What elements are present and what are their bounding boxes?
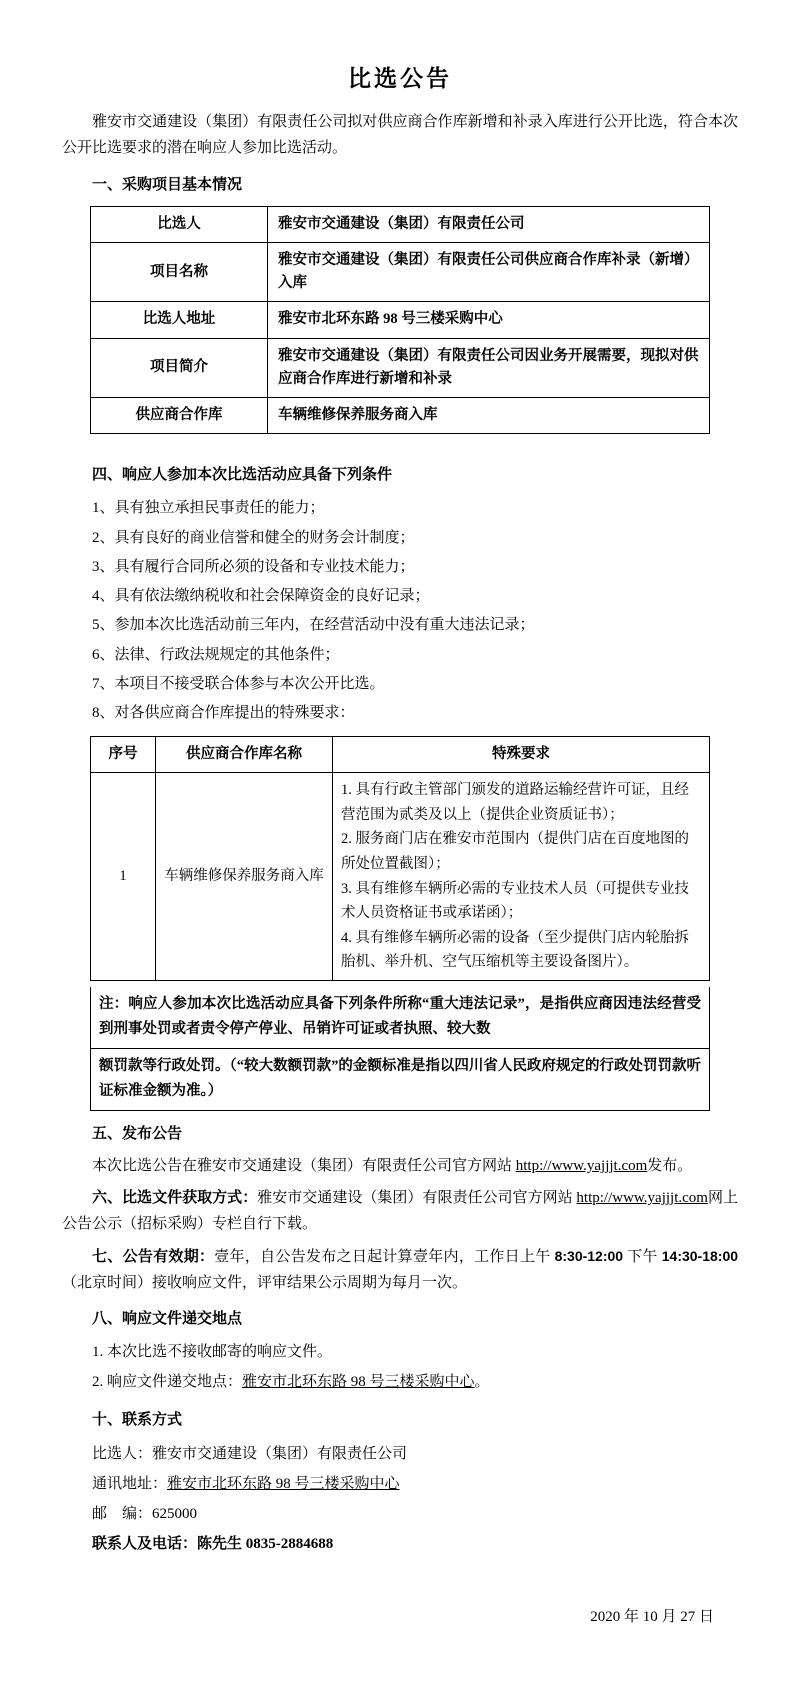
section-heading-5: 五、发布公告 xyxy=(92,1125,183,1142)
section8-item2-pre: 2. 响应文件递交地点： xyxy=(92,1373,243,1390)
info-label: 比选人 xyxy=(91,206,268,242)
condition-item: 8、对各供应商合作库提出的特殊要求： xyxy=(92,705,355,722)
condition-item: 3、具有履行合同所必须的设备和专业技术能力； xyxy=(92,558,415,575)
info-label: 比选人地址 xyxy=(91,302,268,338)
section6-text-post: 网上公告公示（招标采购）专栏自行下载。 xyxy=(62,1190,738,1233)
section-heading-7: 七、公告有效期： xyxy=(92,1248,215,1265)
section8-item-2 xyxy=(62,1368,738,1397)
table-row xyxy=(91,206,710,242)
contact-bidder xyxy=(62,1439,738,1469)
special-requirements-table xyxy=(90,736,710,981)
condition-item: 2、具有良好的商业信誉和健全的财务会计制度； xyxy=(92,529,415,546)
column-header-no: 序号 xyxy=(91,737,156,773)
row-number: 1 xyxy=(91,772,156,980)
contact-address-label: 通讯地址： xyxy=(92,1476,168,1493)
info-value: 车辆维修保养服务商入库 xyxy=(268,397,710,433)
contact-address xyxy=(62,1469,738,1499)
section5-text-pre: 本次比选公告在雅安市交通建设（集团）有限责任公司官方网站 xyxy=(92,1157,513,1174)
column-header-name: 供应商合作库名称 xyxy=(156,737,333,773)
website-link-1[interactable]: http://www.yajjjt.com xyxy=(515,1157,648,1174)
section8-item2-post: 。 xyxy=(474,1373,490,1390)
info-label: 供应商合作库 xyxy=(91,397,268,433)
requirement-line: 3. 具有维修车辆所必需的专业技术人员（可提供专业技术人员资格证书或承诺函）； xyxy=(341,880,689,922)
condition-item: 5、参加本次比选活动前三年内，在经营活动中没有重大违法记录； xyxy=(92,617,535,634)
info-value: 雅安市交通建设（集团）有限责任公司 xyxy=(268,206,710,242)
condition-item: 6、法律、行政法规规定的其他条件； xyxy=(92,646,340,663)
section-heading-10: 十、联系方式 xyxy=(92,1411,183,1428)
condition-item: 1、具有独立承担民事责任的能力； xyxy=(92,500,325,517)
section7-mid: 下午 xyxy=(627,1248,658,1265)
condition-item: 4、具有依法缴纳税收和社会保障资金的良好记录； xyxy=(92,588,430,605)
note-box-part1: 注：响应人参加本次比选活动应具备下列条件所称“重大违法记录”，是指供应商因违法经营受到刑事处罚或者责令停产停业、吊销许可证或者执照、较大数 xyxy=(90,987,710,1049)
section-heading-8: 八、响应文件递交地点 xyxy=(92,1311,243,1328)
delivery-address: 雅安市北环东路 98 号三楼采购中心 xyxy=(242,1373,475,1390)
table-row xyxy=(91,242,710,301)
section5-body xyxy=(62,1153,738,1179)
table-header-row xyxy=(91,737,710,773)
section5-text-post: 发布。 xyxy=(647,1157,693,1174)
project-info-table xyxy=(90,206,710,434)
contact-postcode-value: 625000 xyxy=(152,1506,198,1523)
section7-text-pre: 壹年，自公告发布之日起计算壹年内，工作日上午 xyxy=(214,1248,551,1265)
contact-postcode xyxy=(62,1499,738,1529)
table-row xyxy=(91,397,710,433)
website-link-2[interactable]: http://www.yajjjt.com xyxy=(576,1190,708,1207)
section-heading-1: 一、采购项目基本情况 xyxy=(92,176,243,193)
time-afternoon: 14:30-18:00 xyxy=(661,1247,739,1264)
section7-text-post: （北京时间）接收响应文件，评审结果公示周期为每月一次。 xyxy=(62,1274,468,1291)
section6-body xyxy=(62,1185,738,1238)
table-row xyxy=(91,302,710,338)
section8-item-1: 1. 本次比选不接收邮寄的响应文件。 xyxy=(92,1344,333,1361)
contact-person: 联系人及电话：陈先生 0835-2884688 xyxy=(92,1536,334,1553)
info-value: 雅安市交通建设（集团）有限责任公司供应商合作库补录（新增）入库 xyxy=(268,242,710,301)
row-library-name: 车辆维修保养服务商入库 xyxy=(156,772,333,980)
condition-item: 7、本项目不接受联合体参与本次公开比选。 xyxy=(92,675,385,692)
requirement-line: 2. 服务商门店在雅安市范围内（提供门店在百度地图的所处位置截图）； xyxy=(341,831,689,872)
table-row xyxy=(91,338,710,397)
intro-paragraph: 雅安市交通建设（集团）有限责任公司拟对供应商合作库新增和补录入库进行公开比选，符合本次公开比选要求的潜在响应人参加比选活动。 xyxy=(62,114,738,157)
info-label: 项目简介 xyxy=(91,338,268,397)
contact-postcode-label: 邮 编： xyxy=(92,1506,153,1523)
info-label: 项目名称 xyxy=(91,242,268,301)
page-title: 比选公告 xyxy=(348,66,452,91)
requirement-line: 4. 具有维修车辆所必需的设备（至少提供门店内轮胎拆胎机、举升机、空气压缩机等主要设备图片）。 xyxy=(341,929,689,971)
requirement-line: 1. 具有行政主管部门颁发的道路运输经营许可证，且经营范围为贰类及以上（提供企业资质证书）； xyxy=(341,781,689,823)
contact-bidder-label: 比选人： xyxy=(92,1446,153,1463)
info-value: 雅安市北环东路 98 号三楼采购中心 xyxy=(268,302,710,338)
time-morning: 8:30-12:00 xyxy=(554,1247,624,1264)
publish-date: 2020 年 10 月 27 日 xyxy=(590,1609,714,1626)
section-heading-4: 四、响应人参加本次比选活动应具备下列条件 xyxy=(92,467,393,484)
section6-text-pre: 雅安市交通建设（集团）有限责任公司官方网站 xyxy=(257,1190,573,1207)
contact-address-value: 雅安市北环东路 98 号三楼采购中心 xyxy=(167,1476,400,1493)
section7-body xyxy=(62,1244,738,1297)
column-header-requirements: 特殊要求 xyxy=(333,737,710,773)
row-requirements xyxy=(333,772,710,980)
table-row xyxy=(91,772,710,980)
section-heading-6: 六、比选文件获取方式： xyxy=(92,1190,258,1207)
note-box-part2: 额罚款等行政处罚。（“较大数额罚款”的金额标准是指以四川省人民政府规定的行政处罚罚款听证标准金额为准。） xyxy=(90,1049,710,1111)
contact-bidder-value: 雅安市交通建设（集团）有限责任公司 xyxy=(152,1446,408,1463)
info-value: 雅安市交通建设（集团）有限责任公司因业务开展需要，现拟对供应商合作库进行新增和补录 xyxy=(268,338,710,397)
